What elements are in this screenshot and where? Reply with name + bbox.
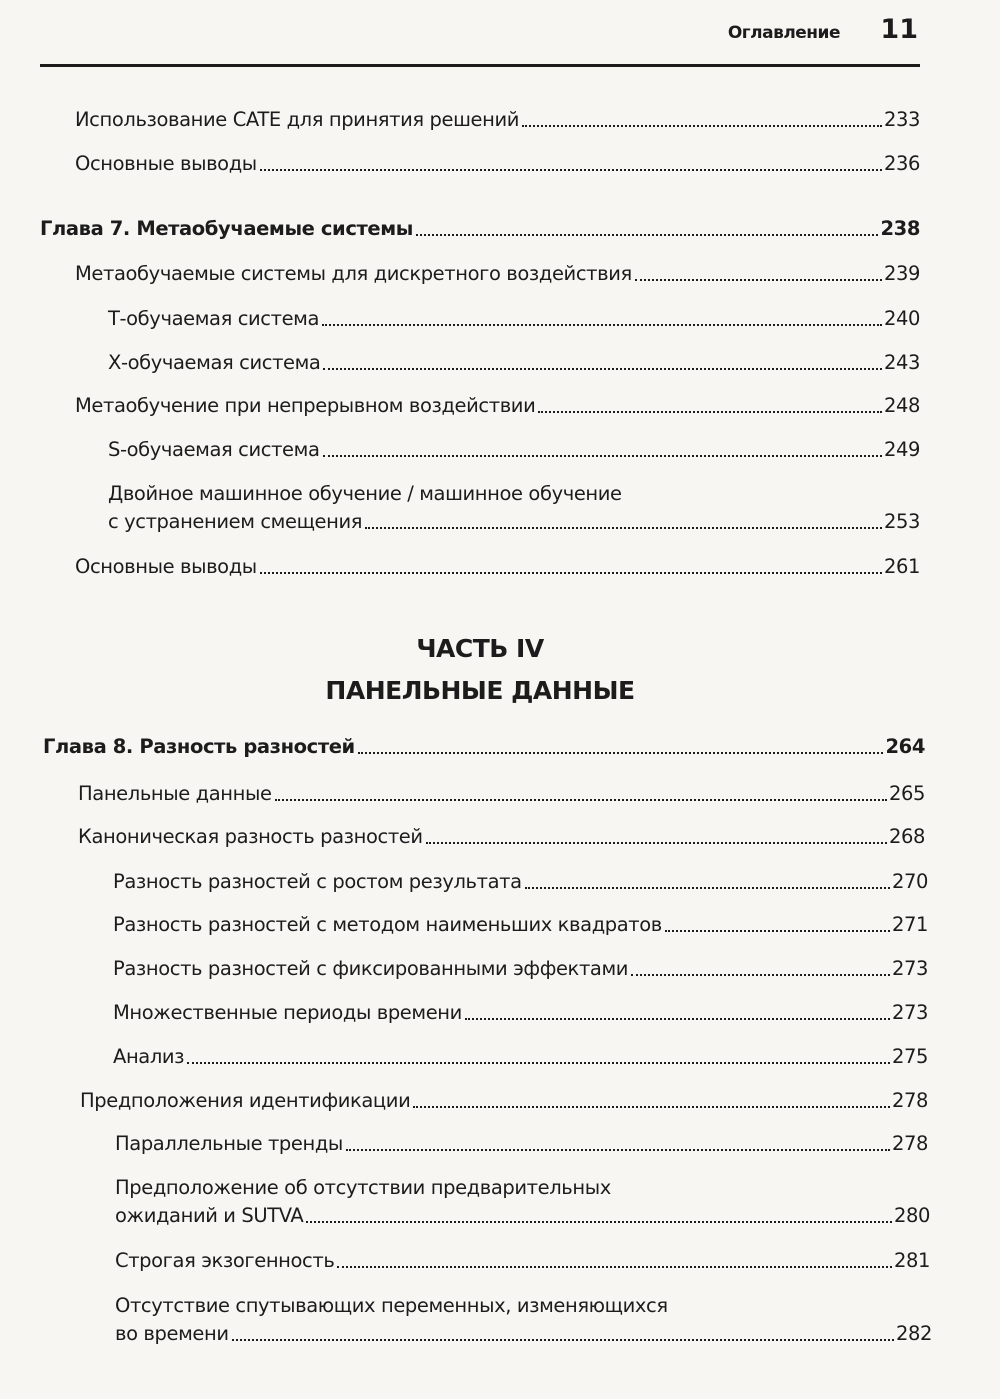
toc-entry-page: 240	[883, 307, 920, 330]
leader-dots	[187, 1062, 890, 1064]
toc-entry-page: 236	[883, 152, 920, 175]
leader-dots	[665, 930, 890, 932]
leader-dots	[413, 1106, 890, 1108]
toc-entry[interactable]	[0, 392, 920, 420]
leader-dots	[522, 125, 882, 127]
leader-dots	[416, 234, 879, 236]
toc-entry-label: Каноническая разность разностей	[78, 825, 423, 848]
leader-dots	[260, 169, 882, 171]
leader-dots	[232, 1339, 894, 1341]
toc-entry[interactable]	[0, 1247, 930, 1275]
toc-entry-label: Разность разностей с фиксированными эффектами	[113, 957, 629, 980]
toc-entry[interactable]	[0, 106, 920, 134]
toc-entry-page: 264	[885, 735, 925, 758]
toc-entry-page: 233	[883, 108, 920, 131]
toc-entry-page: 270	[891, 870, 928, 893]
toc-entry-label-line2: ожиданий и SUTVA	[115, 1204, 304, 1227]
toc-entry-label-line2: во времени	[115, 1322, 229, 1345]
toc-entry-label: Предположения идентификации	[80, 1089, 411, 1112]
toc-entry-label: Параллельные тренды	[115, 1132, 343, 1155]
toc-entry-page: 281	[893, 1249, 930, 1272]
leader-dots	[631, 974, 890, 976]
toc-entry[interactable]	[0, 999, 928, 1027]
toc-entry[interactable]	[0, 823, 925, 851]
toc-entry-label-line2: с устранением смещения	[108, 510, 363, 533]
toc-entry-label: S-обучаемая система	[108, 438, 320, 461]
toc-entry[interactable]	[0, 436, 920, 464]
leader-dots	[426, 842, 887, 844]
leader-dots	[323, 455, 882, 457]
toc-entry[interactable]	[0, 1043, 928, 1071]
toc-entry[interactable]	[0, 349, 920, 377]
toc-entry-label: Множественные периоды времени	[113, 1001, 462, 1024]
leader-dots	[465, 1018, 890, 1020]
toc-entry-label: Глава 8. Разность разностей	[43, 735, 355, 758]
toc-entry-page: 268	[888, 825, 925, 848]
toc-entry-label-line1: Двойное машинное обучение / машинное обучение	[108, 482, 622, 505]
leader-dots	[538, 411, 882, 413]
toc-entry-label: Строгая экзогенность	[115, 1249, 335, 1272]
toc-entry-label: Х-обучаемая система	[108, 351, 321, 374]
running-head-title: Оглавление	[727, 23, 840, 43]
running-head	[40, 14, 920, 67]
toc-entry[interactable]	[0, 911, 928, 939]
part-number: ЧАСТЬ IV	[416, 634, 544, 663]
toc-entry[interactable]	[0, 955, 928, 983]
part-title: ПАНЕЛЬНЫЕ ДАННЫЕ	[325, 676, 635, 705]
toc-entry-page: 271	[891, 913, 928, 936]
toc-entry-label: Разность разностей с методом наименьших квадратов	[113, 913, 662, 936]
toc-entry-label-line1: Предположение об отсутствии предварительных	[115, 1176, 611, 1199]
toc-entry[interactable]	[0, 868, 928, 896]
toc-entry-label: Глава 7. Метаобучаемые системы	[40, 217, 413, 240]
toc-entry-label: Разность разностей с ростом результата	[113, 870, 522, 893]
leader-dots	[322, 324, 882, 326]
leader-dots	[525, 887, 890, 889]
page-number: 11	[880, 14, 918, 45]
toc-entry-label: Метаобучение при непрерывном воздействии	[75, 394, 536, 417]
leader-dots	[306, 1221, 892, 1223]
toc-entry[interactable]	[0, 1087, 928, 1115]
toc-entry[interactable]	[0, 305, 920, 333]
toc-entry-page: 278	[891, 1089, 928, 1112]
toc-entry-page: 273	[891, 1001, 928, 1024]
toc-entry[interactable]	[0, 1292, 932, 1348]
toc-entry[interactable]	[0, 553, 920, 581]
leader-dots	[635, 279, 882, 281]
toc-entry-page: 278	[891, 1132, 928, 1155]
toc-entry[interactable]	[0, 480, 920, 536]
leader-dots	[337, 1266, 892, 1268]
toc-entry-page: 239	[883, 262, 920, 285]
leader-dots	[275, 799, 887, 801]
toc-entry-label: Основные выводы	[75, 152, 257, 175]
toc-entry-page: 249	[883, 438, 920, 461]
toc-entry[interactable]	[0, 780, 925, 808]
toc-entry-page: 261	[883, 555, 920, 578]
toc-entry-label: Основные выводы	[75, 555, 257, 578]
leader-dots	[323, 368, 881, 370]
toc-entry[interactable]	[0, 1130, 928, 1158]
toc-entry-label: Т-обучаемая система	[108, 307, 320, 330]
toc-entry-page: 273	[891, 957, 928, 980]
toc-entry-page: 253	[883, 510, 920, 533]
toc-entry-page: 265	[888, 782, 925, 805]
toc-entry-page: 280	[893, 1204, 930, 1227]
toc-chapter-entry[interactable]	[0, 733, 925, 761]
toc-entry[interactable]	[0, 1174, 930, 1230]
leader-dots	[365, 527, 882, 529]
toc-entry-label: Анализ	[113, 1045, 185, 1068]
toc-entry[interactable]	[0, 260, 920, 288]
toc-entry-label: Панельные данные	[78, 782, 272, 805]
leader-dots	[358, 752, 884, 754]
toc-entry-page: 275	[891, 1045, 928, 1068]
toc-entry-page: 282	[895, 1322, 932, 1345]
toc-entry-label: Использование CATE для принятия решений	[75, 108, 520, 131]
leader-dots	[346, 1149, 890, 1151]
toc-entry-page: 238	[880, 217, 920, 240]
toc-entry-page: 248	[883, 394, 920, 417]
toc-entry-label-line1: Отсутствие спутывающих переменных, изменяющихся	[115, 1294, 668, 1317]
toc-entry[interactable]	[0, 150, 920, 178]
toc-entry-label: Метаобучаемые системы для дискретного воздействия	[75, 262, 632, 285]
toc-entry-page: 243	[883, 351, 920, 374]
leader-dots	[260, 572, 882, 574]
toc-chapter-entry[interactable]	[0, 215, 920, 243]
